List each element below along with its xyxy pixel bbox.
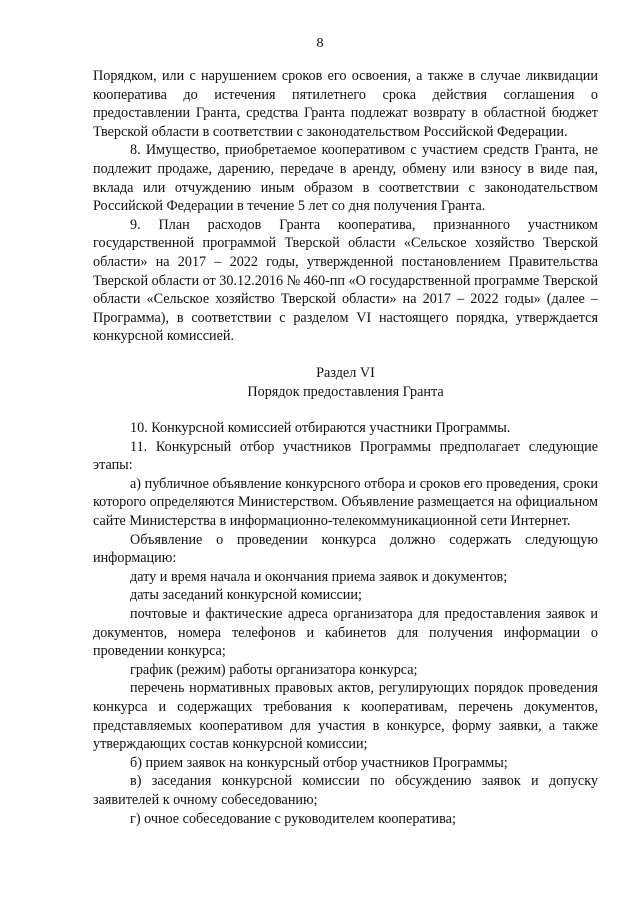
document-body: [93, 67, 598, 828]
stage-a: а) публичное объявление конкурсного отбора и сроков его проведения, сроки которого определяются Министерством. Объявление размещается на официальном сайте Министерства в информационно-телекоммуникационной сети Интернет.: [93, 475, 598, 530]
paragraph-item-8: 8. Имущество, приобретаемое кооперативом с участием средств Гранта, не подлежит продаже, дарению, передаче в аренду, обмену или взносу в виде пая, вклада или отчуждению иным образом в соответствии с законодательством Российской Федерации в течение 5 лет со дня получения Гранта.: [93, 142, 598, 215]
section-title: Порядок предоставления Гранта: [247, 383, 444, 400]
announcement-item: перечень нормативных правовых актов, регулирующих порядок проведения конкурса и содержащих требования к кооперативам, перечень документов, представляемых кооперативом для участия в конкурсе, форму заявки, а также утверждающих состав конкурсной комиссии;: [93, 680, 598, 753]
announcement-intro: Объявление о проведении конкурса должно содержать следующую информацию:: [93, 531, 598, 567]
stage-b: б) прием заявок на конкурсный отбор участников Программы;: [130, 754, 508, 771]
announcement-item: график (режим) работы организатора конкурса;: [130, 661, 418, 678]
stage-g: г) очное собеседование с руководителем кооператива;: [130, 810, 456, 827]
paragraph: Порядком, или с нарушением сроков его освоения, а также в случае ликвидации кооператива до истечения пятилетнего срока действия соглашения о предоставлении Гранта, средства Гранта подлежат возврату в областной бюджет Тверской области в соответствии с законодательством Российской Федерации.: [93, 68, 598, 140]
stage-v: в) заседания конкурсной комиссии по обсуждению заявок и допуску заявителей к очному собеседованию;: [93, 773, 598, 808]
section-number: Раздел VI: [316, 364, 375, 381]
announcement-item: дату и время начала и окончания приема заявок и документов;: [130, 568, 508, 585]
page-number: 8: [316, 36, 324, 51]
paragraph-item-11: 11. Конкурсный отбор участников Программы предполагает следующие этапы:: [93, 438, 598, 474]
announcement-item: даты заседаний конкурсной комиссии;: [130, 587, 362, 604]
paragraph-item-9: 9. План расходов Гранта кооператива, признанного участником государственной программой Тверской области «Сельское хозяйство Тверской области» на 2017 – 2022 годы, утвержденной постановлением Правительства Тверской области от 30.12.2016 № 460-пп «О государственной программе Тверской области «Сельское хозяйство Тверской области» на 2017 – 2022 годы» (далее – Программа), в соответствии с разделом VI настоящего порядка, утверждается конкурсной комиссией.: [93, 216, 598, 345]
paragraph-item-10: 10. Конкурсной комиссией отбираются участники Программы.: [130, 420, 511, 437]
announcement-item: почтовые и фактические адреса организатора для предоставления заявок и документов, номера телефонов и кабинетов для получения информации о проведении конкурса;: [93, 606, 598, 660]
